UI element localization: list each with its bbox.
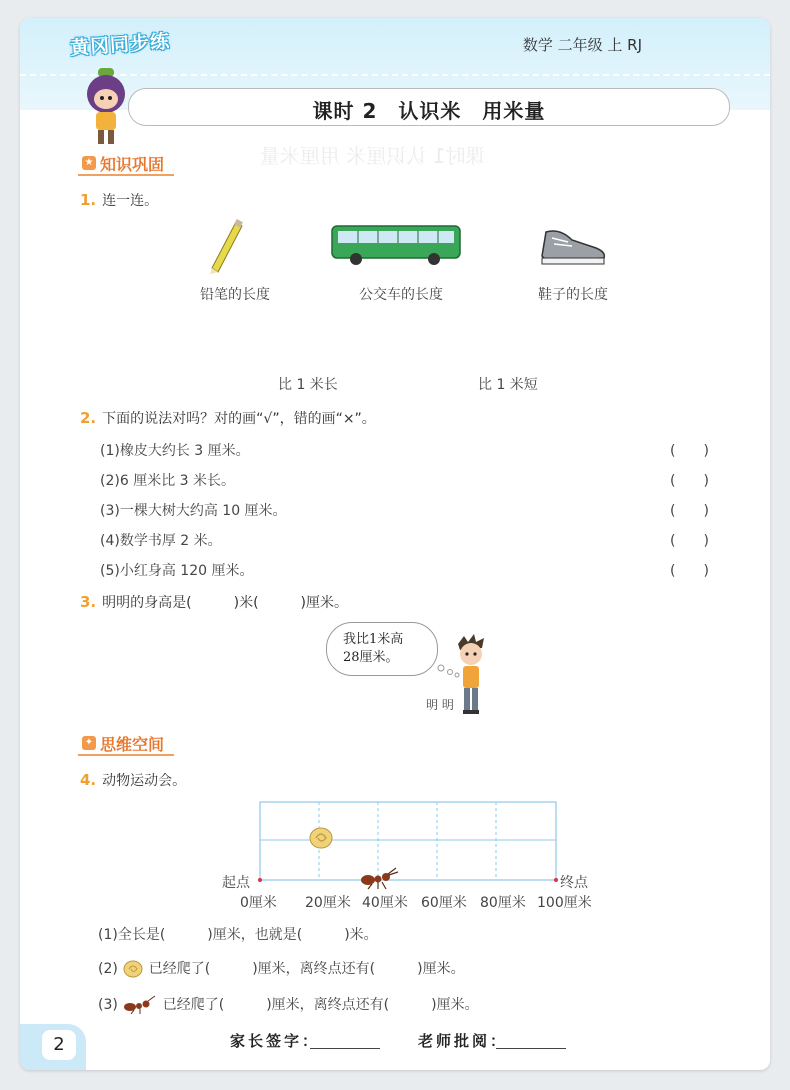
q2-item-5: (5)小红身高 120 厘米。 — [100, 563, 254, 579]
start-dot — [258, 878, 262, 882]
lesson-title: 课时 2 认识米 用米量 — [312, 99, 546, 123]
end-dot — [554, 878, 558, 882]
bubble-line-2: 28厘米。 — [343, 650, 399, 665]
answer-blank[interactable]: ( ) — [670, 533, 709, 549]
boy-mingming-icon — [452, 634, 490, 718]
lesson-title-bar — [128, 88, 730, 126]
character-name: 明 明 — [426, 698, 454, 712]
teacher-review-line[interactable] — [496, 1048, 566, 1049]
section-title: 思维空间 — [100, 734, 165, 754]
q2-item-4: (4)数学书厚 2 米。 — [100, 533, 222, 549]
answer-blank[interactable]: ( ) — [670, 503, 709, 519]
q1-item-pencil: 铅笔的长度 — [200, 287, 270, 303]
end-label: 终点 — [560, 875, 588, 891]
q4-sub-2 — [98, 958, 465, 979]
answer-blank[interactable]: ( ) — [670, 473, 709, 489]
workbook-page — [20, 18, 770, 1070]
question-text: 下面的说法对吗？对的画“√”，错的画“×”。 — [102, 411, 376, 427]
sub-text: 已经爬了( )厘米，离终点还有( )厘米。 — [148, 961, 465, 977]
question-number: 2. — [80, 409, 97, 427]
tick-label: 60厘米 — [421, 895, 467, 911]
bubble-line-1: 我比1米高 — [343, 632, 404, 647]
star-icon: ★ — [82, 156, 96, 170]
start-label: 起点 — [222, 875, 250, 891]
ant-icon — [358, 866, 400, 890]
parent-sign-label: 家长签字： — [230, 1032, 321, 1050]
tick-label: 100厘米 — [537, 895, 592, 911]
q4-sub-3 — [98, 994, 479, 1015]
mascot-girl-icon — [84, 68, 128, 150]
q4-sub-1: (1)全长是( )厘米，也就是( )米。 — [98, 927, 378, 943]
tick-label: 20厘米 — [305, 895, 351, 911]
page-number: 2 — [42, 1030, 76, 1060]
speech-bubble — [326, 622, 438, 676]
snail-icon — [308, 826, 334, 850]
q2-item-3: (3)一棵大树大约高 10 厘米。 — [100, 503, 287, 519]
section-title: 知识巩固 — [100, 154, 165, 174]
subject-label: 数学 二年级 上 RJ — [522, 36, 642, 54]
section-tag-knowledge — [78, 152, 174, 176]
question-text: 动物运动会。 — [102, 773, 187, 789]
sub-text: 已经爬了( )厘米，离终点还有( )厘米。 — [162, 997, 479, 1013]
question-number: 4. — [80, 771, 97, 789]
question-text: 连一连。 — [102, 193, 159, 209]
answer-blank[interactable]: ( ) — [670, 443, 709, 459]
teacher-review-label: 老师批阅： — [418, 1032, 509, 1050]
track-frame — [260, 802, 556, 880]
question-1 — [80, 190, 158, 210]
sub-prefix: (2) — [98, 961, 118, 977]
answer-blank[interactable]: ( ) — [670, 563, 709, 579]
tick-label: 40厘米 — [362, 895, 408, 911]
q1-item-shoe: 鞋子的长度 — [538, 287, 608, 303]
ant-icon — [122, 995, 158, 1015]
question-2 — [80, 408, 376, 428]
question-4 — [80, 770, 186, 790]
tick-label: 0厘米 — [240, 895, 277, 911]
lightbulb-icon: ✦ — [82, 736, 96, 750]
sub-prefix: (3) — [98, 997, 118, 1013]
bleed-through-text: 课时1 认识厘米 用厘米量 — [260, 144, 486, 168]
pencil-icon — [206, 218, 248, 274]
q2-item-1: (1)橡皮大约长 3 厘米。 — [100, 443, 250, 459]
snail-icon — [122, 959, 144, 979]
shoe-icon — [538, 224, 610, 268]
q1-target-shorter: 比 1 米短 — [478, 377, 538, 393]
brand-logo-text: 黄冈同步练 — [69, 30, 171, 60]
section-tag-thinking — [78, 732, 174, 756]
question-text: 明明的身高是( )米( )厘米。 — [102, 595, 348, 611]
bus-icon — [330, 224, 462, 268]
tick-label: 80厘米 — [480, 895, 526, 911]
q2-item-2: (2)6 厘米比 3 米长。 — [100, 473, 235, 489]
header-dash-divider — [20, 74, 770, 76]
q1-item-bus: 公交车的长度 — [359, 287, 443, 303]
question-3 — [80, 592, 348, 612]
q1-target-longer: 比 1 米长 — [278, 377, 338, 393]
parent-sign-line[interactable] — [310, 1048, 380, 1049]
question-number: 1. — [80, 191, 97, 209]
question-number: 3. — [80, 593, 97, 611]
